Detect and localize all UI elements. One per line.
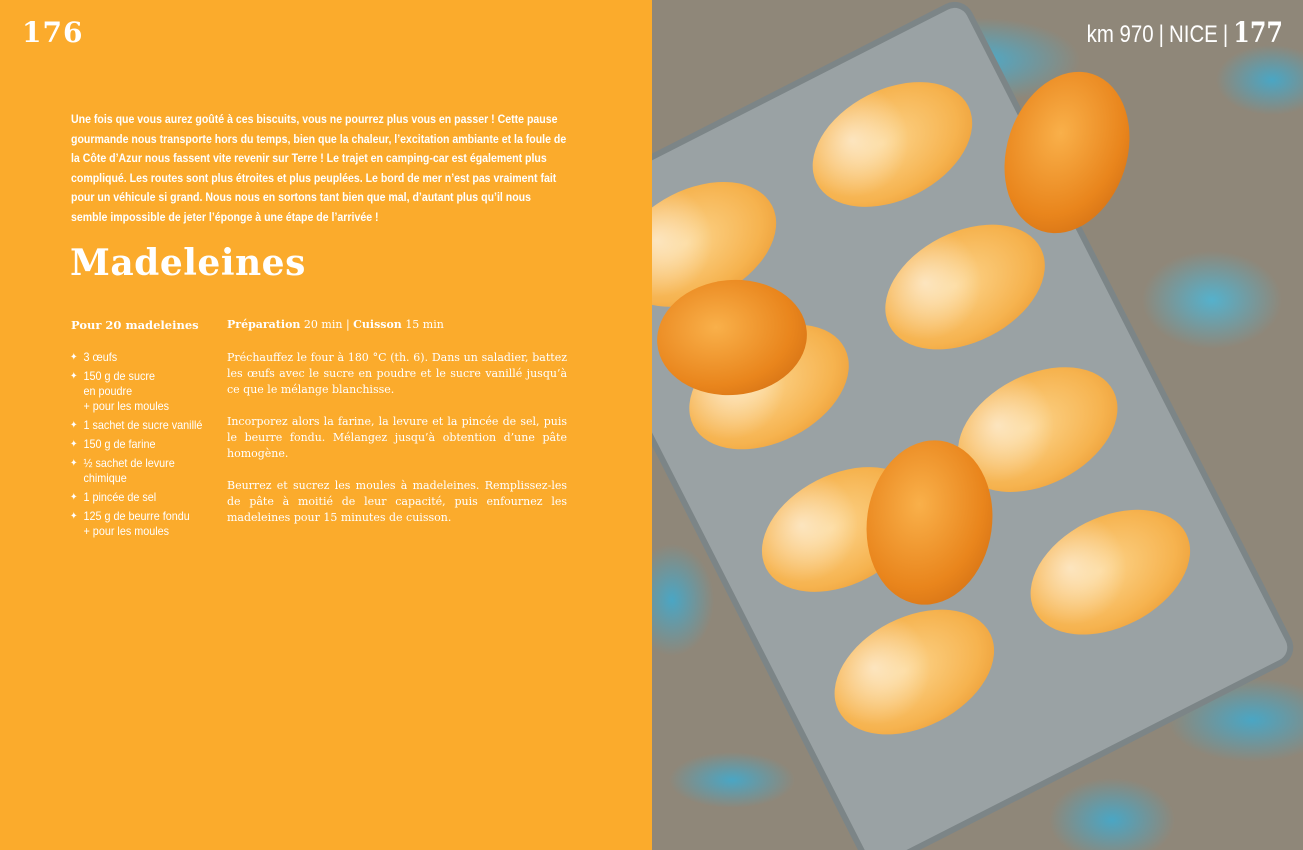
star-bullet-icon: ✦ bbox=[70, 439, 78, 450]
star-bullet-icon: ✦ bbox=[70, 458, 78, 469]
ingredient-text: + pour les moules bbox=[83, 524, 170, 538]
ingredients-list bbox=[70, 350, 220, 543]
prep-value: 20 min bbox=[303, 318, 343, 331]
ingredient-text: + pour les moules bbox=[83, 399, 170, 413]
star-bullet-icon: ✦ bbox=[70, 352, 78, 363]
timing-separator: | bbox=[345, 318, 350, 331]
recipe-title: Madeleines bbox=[70, 242, 306, 284]
running-header bbox=[1087, 16, 1283, 49]
ingredient-text: 150 g de farine bbox=[83, 437, 156, 451]
star-bullet-icon: ✦ bbox=[70, 420, 78, 431]
step-paragraph: Beurrez et sucrez les moules à madeleines. Remplissez-les de pâte à moitié de leur capacité, puis enfournez les madeleines pour 15 minutes de cuisson. bbox=[227, 479, 567, 524]
ingredient-text: en poudre bbox=[83, 384, 133, 398]
ingredient-text: ½ sachet de levure bbox=[83, 456, 175, 470]
ingredient-item bbox=[70, 369, 219, 414]
portions-label: Pour 20 madeleines bbox=[71, 318, 199, 332]
header-separator: | bbox=[1222, 21, 1229, 48]
star-bullet-icon: ✦ bbox=[70, 492, 78, 503]
ingredient-item bbox=[70, 490, 219, 505]
step-paragraph: Incorporez alors la farine, la levure et la pincée de sel, puis le beurre fondu. Mélangez jusqu’à obtention d’une pâte homogène. bbox=[227, 415, 567, 460]
cook-value: 15 min bbox=[405, 318, 444, 331]
page-number-left: 176 bbox=[22, 16, 84, 49]
ingredient-item bbox=[70, 509, 219, 539]
ingredient-text: 1 pincée de sel bbox=[83, 490, 157, 504]
star-bullet-icon: ✦ bbox=[70, 371, 78, 382]
star-bullet-icon: ✦ bbox=[70, 511, 78, 522]
timing-line bbox=[227, 318, 444, 331]
ingredient-text: 125 g de beurre fondu bbox=[83, 509, 190, 523]
km-marker: km 970 bbox=[1086, 21, 1154, 48]
madeleine-tray-image bbox=[652, 3, 1292, 850]
prep-label: Préparation bbox=[227, 318, 301, 331]
city-name: NICE bbox=[1169, 21, 1218, 48]
ingredient-item bbox=[70, 456, 219, 486]
cook-label: Cuisson bbox=[353, 318, 402, 331]
ingredient-text: 1 sachet de sucre vanillé bbox=[83, 418, 203, 432]
page-number-right: 177 bbox=[1233, 16, 1283, 49]
ingredient-item bbox=[70, 418, 219, 433]
ingredient-text: 150 g de sucre bbox=[83, 369, 155, 383]
ingredient-text: chimique bbox=[83, 471, 127, 485]
intro-paragraph: Une fois que vous aurez goûté à ces biscuits, vous ne pourrez plus vous en passer ! Cette pause gourmande nous transporte hors du temps, bien que la chaleur, l’excitation ambiante et la foule de la Côte d’Azur nous fassent vite revenir sur Terre ! Le trajet en camping-car est également plus compliqué. Les routes sont plus étroites et plus peuplées. Le bord de mer n’est pas vraiment fait pour un véhicule si grand. Nous nous en sortons tant bien que mal, d’autant plus qu’il nous semble impossible de jeter l’éponge à une étape de l’arrivée ! bbox=[71, 112, 567, 224]
ingredient-item bbox=[70, 350, 219, 365]
madeleines-photo bbox=[652, 0, 1303, 850]
step-paragraph: Préchauffez le four à 180 °C (th. 6). Dans un saladier, battez les œufs avec le sucre en poudre et le sucre vanillé jusqu’à ce que le mélange blanchisse. bbox=[227, 351, 567, 396]
header-separator: | bbox=[1158, 21, 1164, 48]
steps bbox=[227, 350, 567, 542]
ingredient-item bbox=[70, 437, 219, 452]
ingredient-text: 3 œufs bbox=[83, 350, 118, 364]
